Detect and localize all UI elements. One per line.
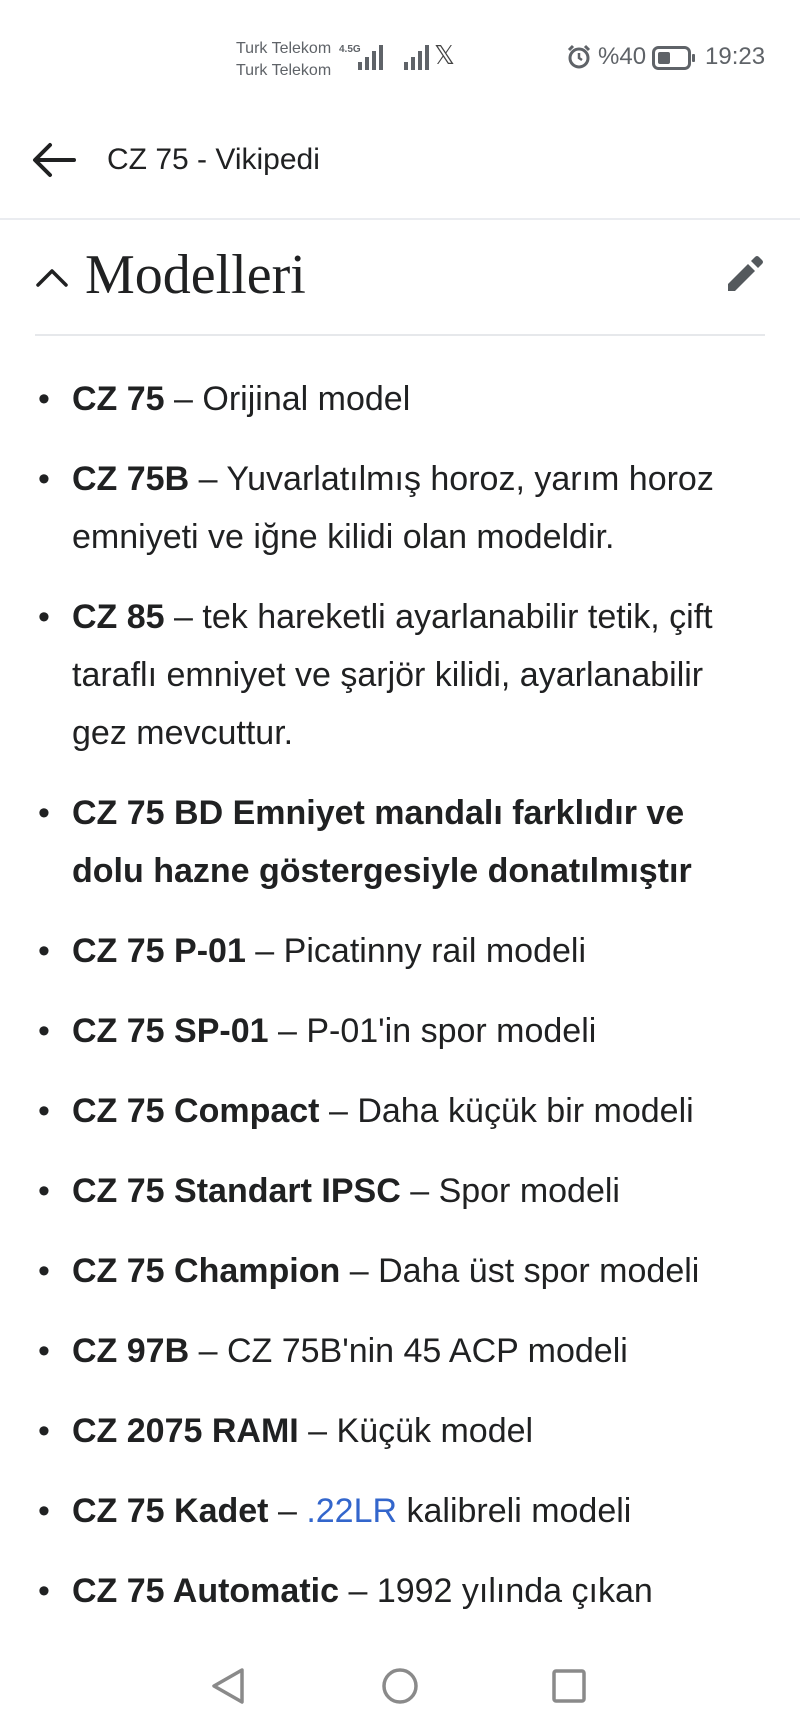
page-title: CZ 75 - Vikipedi: [107, 143, 320, 176]
separator: –: [298, 1412, 337, 1450]
model-name: CZ 75 Kadet: [72, 1492, 269, 1530]
model-name: CZ 75 SP-01: [72, 1012, 269, 1050]
model-list: [38, 370, 758, 1642]
section-title: Modelleri: [85, 244, 306, 306]
battery-percent: %40: [598, 43, 647, 70]
list-item: [38, 1162, 758, 1220]
model-description: 1992 yılında çıkan: [376, 1572, 653, 1610]
model-name: CZ 75 BD Emniyet mandalı farklıdır ve dolu hazne göstergesiyle donatılmıştır: [72, 794, 692, 890]
square-recents-icon[interactable]: [551, 1668, 587, 1704]
signal-icon: [356, 44, 386, 70]
model-description: P-01'in spor modeli: [306, 1012, 597, 1050]
list-item: [38, 1002, 758, 1060]
signal-icon: [402, 44, 432, 70]
model-description: Küçük model: [336, 1412, 534, 1450]
separator: –: [268, 1492, 307, 1530]
model-name: CZ 2075 RAMI: [72, 1412, 299, 1450]
model-name: CZ 75 P-01: [72, 932, 246, 970]
network-type: 4.5G: [339, 44, 361, 55]
carrier-1: Turk Telekom: [236, 40, 332, 57]
separator: –: [189, 1332, 227, 1370]
list-item: [38, 922, 758, 980]
model-name: CZ 75: [72, 380, 165, 418]
list-item: [38, 1482, 758, 1540]
edit-button[interactable]: [719, 248, 771, 300]
back-button[interactable]: [26, 132, 82, 188]
list-item: [38, 370, 758, 428]
model-description: tek hareketli ayarlanabilir tetik, çift taraflı emniyet ve şarjör kilidi, ayarlanabilir gez mevcuttur.: [72, 598, 713, 752]
list-item: [38, 1562, 758, 1620]
list-item: [38, 1402, 758, 1460]
separator: –: [245, 932, 284, 970]
chevron-up-icon: [35, 266, 69, 288]
wiki-link[interactable]: .22LR: [306, 1492, 398, 1530]
carrier-info: [236, 38, 331, 82]
separator: –: [400, 1172, 439, 1210]
model-description: Orijinal model: [202, 380, 411, 418]
model-name: CZ 75 Automatic: [72, 1572, 340, 1610]
section-header[interactable]: [35, 232, 765, 336]
carrier-2: Turk Telekom: [236, 62, 332, 79]
separator: –: [339, 1572, 377, 1610]
list-item: [38, 450, 758, 566]
alarm-icon: [566, 44, 592, 70]
model-name: CZ 75 Standart IPSC: [72, 1172, 401, 1210]
list-item: [38, 1322, 758, 1380]
list-item: [38, 1242, 758, 1300]
collapse-button[interactable]: [35, 252, 71, 302]
system-nav-bar: [0, 1640, 800, 1733]
model-description: Daha üst spor modeli: [378, 1252, 700, 1290]
separator: –: [340, 1252, 379, 1290]
model-name: CZ 75 Compact: [72, 1092, 320, 1130]
list-item: [38, 784, 758, 900]
model-name: CZ 75B: [72, 460, 190, 498]
model-name: CZ 97B: [72, 1332, 190, 1370]
app-bar: [0, 110, 800, 220]
arrow-left-icon: [32, 142, 76, 178]
clock: 19:23: [705, 43, 766, 70]
model-description: kalibreli modeli: [397, 1492, 632, 1530]
model-description: Yuvarlatılmış horoz, yarım horoz emniyeti ve iğne kilidi olan modeldir.: [72, 460, 714, 556]
x-app-icon: 𝕏: [434, 40, 455, 70]
triangle-back-icon[interactable]: [210, 1666, 246, 1706]
separator: –: [164, 380, 203, 418]
battery-icon: [652, 46, 696, 70]
model-description: Picatinny rail modeli: [283, 932, 587, 970]
separator: –: [164, 598, 203, 636]
status-bar: [0, 0, 800, 110]
circle-home-icon[interactable]: [380, 1666, 420, 1706]
model-description: Daha küçük bir modeli: [357, 1092, 694, 1130]
separator: –: [189, 460, 227, 498]
separator: –: [319, 1092, 358, 1130]
model-description: CZ 75B'nin 45 ACP modeli: [226, 1332, 628, 1370]
list-item: [38, 1082, 758, 1140]
pencil-icon: [724, 253, 766, 295]
model-description: Spor modeli: [438, 1172, 620, 1210]
model-name: CZ 75 Champion: [72, 1252, 341, 1290]
list-item: [38, 588, 758, 762]
model-name: CZ 85: [72, 598, 165, 636]
separator: –: [268, 1012, 307, 1050]
